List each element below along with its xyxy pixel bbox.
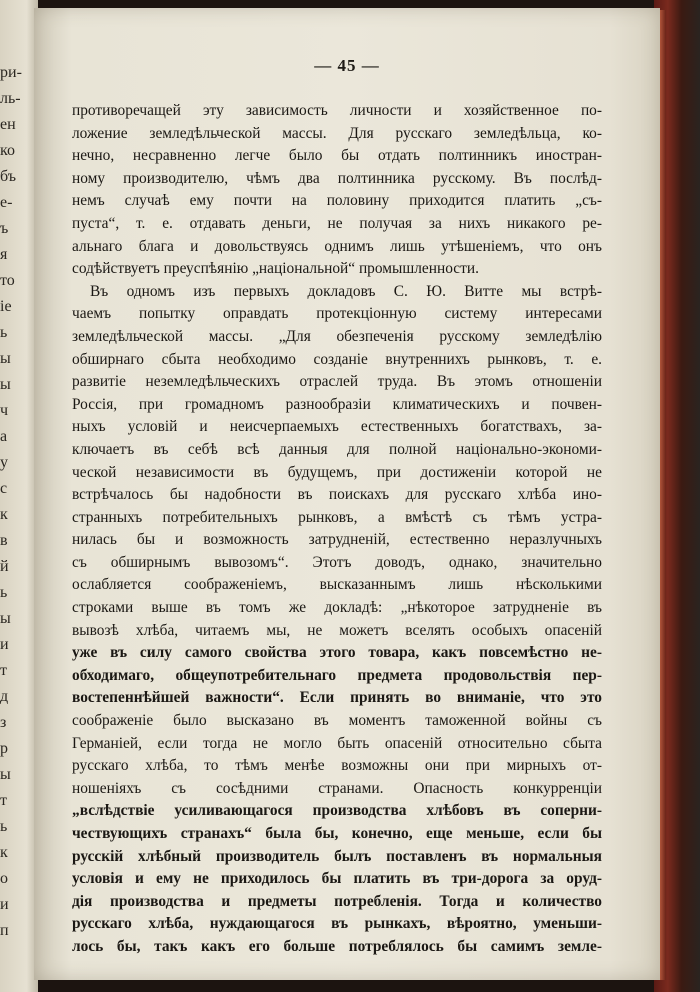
facing-page-fragment: ы — [0, 376, 11, 393]
text-line: чествующихъ странахъ“ была бы, конечно, еще меньше, если бы — [72, 825, 602, 842]
facing-page-fragment: с — [0, 480, 8, 497]
text-line: ческой независимости въ будущемъ, при достиженіи которой не — [72, 463, 602, 481]
facing-page-fragment: е- — [0, 194, 13, 211]
text-line: нилась бы и возможность затрудненій, естественно неразлучныхъ — [72, 531, 602, 549]
facing-page-fragment: о — [0, 870, 8, 887]
text-line: ослабляется соображеніемъ, высказаннымъ лишь нѣсколькими — [72, 576, 602, 594]
facing-page-fragment: д — [0, 688, 9, 705]
text-line: обходимаго, общеупотребительнаго предмета продовольствія пер- — [72, 666, 602, 684]
text-line: уже въ силу самого свойства этого товара, какъ повсемѣстно не- — [72, 644, 602, 662]
text-line: условія и ему не приходилось бы платить въ три-дорога за оруд- — [72, 870, 602, 888]
text-line: ключаетъ въ себѣ всѣ данныя для полной національно-экономи- — [72, 440, 602, 458]
text-line: содѣйствуетъ преуспѣянію „національной“ промышленности. — [72, 260, 479, 278]
text-line: соображеніе было высказано въ моментъ таможенной войны съ — [72, 712, 602, 730]
facing-page-fragment: ль- — [0, 90, 21, 107]
facing-page-fragment: з — [0, 714, 7, 731]
facing-page-fragment: ъ — [0, 220, 9, 237]
text-line: Германіей, если тогда не могло быть опасеній относительно сбыта — [72, 734, 602, 752]
text-line: альнаго блага и довольствуясь однимъ лишь утѣшеніемъ, что онъ — [72, 237, 602, 255]
text-line: дія производства и предметы потребленія. Тогда и количество — [72, 892, 602, 910]
text-line: ному производителю, чѣмъ два полтинника русскому. Въ послѣд- — [72, 169, 602, 187]
facing-page-fragment: и — [0, 636, 9, 653]
facing-page-fragment: и — [0, 896, 9, 913]
facing-page-fragment: й — [0, 558, 9, 575]
text-line: русскаго хлѣба, нуждающагося въ рынкахъ, вѣроятно, уменьши- — [72, 915, 602, 933]
text-line: ношеніяхъ съ сосѣдними странами. Опасность конкурренціи — [72, 779, 602, 797]
facing-page-text — [0, 60, 36, 944]
text-line: „вслѣдствіе усиливающагося производства хлѣбовъ въ соперни- — [72, 802, 602, 820]
facing-page-fragment: у — [0, 454, 8, 471]
facing-page-fragment: ы — [0, 350, 11, 367]
facing-page-fragment: к — [0, 506, 8, 523]
text-line: строками выше въ томъ же докладѣ: „нѣкоторое затрудненіе въ — [72, 599, 602, 617]
facing-page-fragment: ко — [0, 142, 15, 159]
text-line: востепеннѣйшей важности“. Если принять во вниманіе, что это — [72, 689, 602, 707]
text-line: обширнаго сбыта необходимо созданіе внутреннихъ рынковъ, т. е. — [72, 350, 602, 368]
text-line: встрѣчалось бы надобности въ поискахъ для русскаго хлѣба ино- — [72, 486, 602, 504]
facing-page-fragment: т — [0, 792, 7, 809]
page-number: — 45 — — [314, 56, 380, 75]
facing-page-fragment: ь — [0, 584, 8, 601]
text-line: ложение земледѣльческой массы. Для русскаго земледѣльца, ко- — [72, 124, 602, 142]
facing-page-fragment: ы — [0, 610, 11, 627]
text-line: странныхъ потребительныхъ рынковъ, а вмѣстѣ съ тѣмъ устра- — [72, 508, 602, 526]
facing-page-fragment: ы — [0, 766, 11, 783]
facing-page-edge — [0, 0, 38, 992]
facing-page-fragment: ри- — [0, 64, 22, 81]
book-page — [34, 8, 660, 980]
text-line: нечно, несравненно легче было бы отдать полтинникъ иностран- — [72, 147, 602, 165]
text-line: немъ случаѣ ему почти на половину приходится платить „съ- — [72, 192, 602, 210]
text-line: развитіе неземледѣльческихъ отраслей труда. Въ этомъ отношеніи — [72, 373, 602, 391]
facing-page-fragment: а — [0, 428, 8, 445]
facing-page-fragment: в — [0, 532, 8, 549]
text-line: лось бы, такъ какъ его больше потреблялось бы самимъ земле- — [72, 937, 602, 955]
text-line: русскаго хлѣба, то тѣмъ менѣе возможны они при мирныхъ от- — [72, 757, 602, 775]
facing-page-fragment: то — [0, 272, 15, 289]
text-line: съ обширнымъ вывозомъ“. Этотъ доводъ, однако, значительно — [72, 553, 602, 571]
facing-page-fragment: к — [0, 844, 8, 861]
page-body-text — [72, 100, 602, 959]
text-line: ныхъ условій и неисчерпаемыхъ естественныхъ богатствахъ, за- — [72, 418, 602, 436]
facing-page-fragment: п — [0, 922, 9, 939]
text-line: русскій хлѣбный производитель былъ поставленъ въ нормальныя — [72, 847, 602, 865]
facing-page-fragment: ь — [0, 818, 8, 835]
text-line: противоречащей эту зависимость личности и хозяйственное по- — [72, 102, 602, 119]
text-line: чаемъ попытку оправдать протекціонную систему интересами — [72, 305, 602, 323]
text-line: пуста“, т. е. отдавать деньги, не получая за нихъ никакого ре- — [72, 214, 602, 232]
facing-page-fragment: іе — [0, 298, 12, 315]
text-line: земледѣльческой массы. „Для обезпеченія русскому земледѣлію — [72, 327, 602, 345]
text-line: Въ одномъ изъ первыхъ докладовъ С. Ю. Витте мы встрѣ- — [90, 282, 602, 300]
facing-page-fragment: я — [0, 246, 8, 263]
facing-page-fragment: бъ — [0, 168, 17, 185]
facing-page-fragment: т — [0, 662, 7, 679]
text-line: вывозѣ хлѣба, читаемъ мы, не можетъ вселять особыхъ опасеній — [72, 621, 602, 639]
facing-page-fragment: ен — [0, 116, 16, 133]
text-line: Россія, при громадномъ разнообразіи климатическихъ и почвен- — [72, 395, 602, 413]
facing-page-fragment: р — [0, 740, 8, 757]
facing-page-fragment: ч — [0, 402, 9, 419]
facing-page-fragment: ь — [0, 324, 8, 341]
